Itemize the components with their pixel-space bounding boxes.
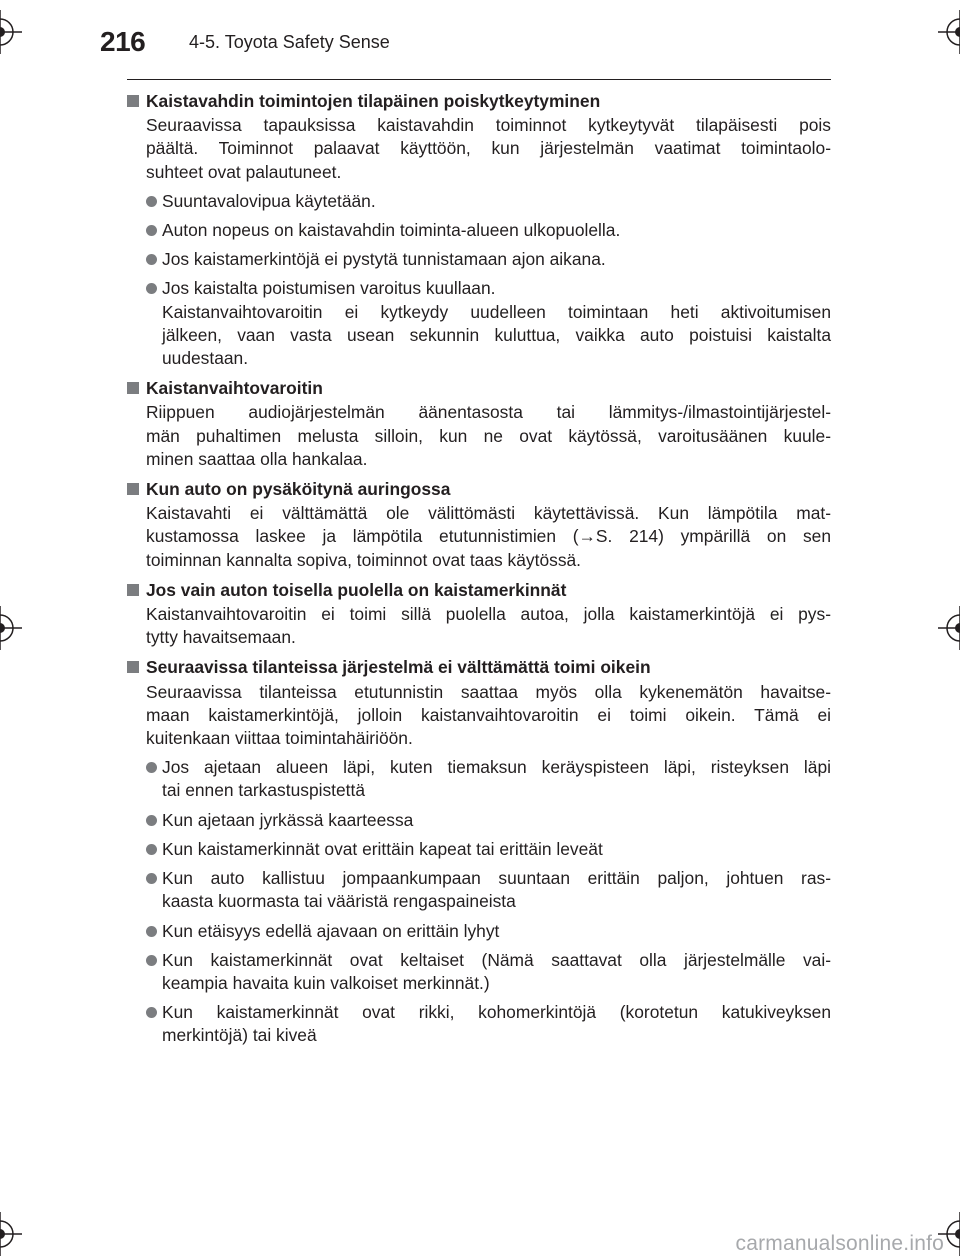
- square-bullet-icon: [127, 95, 139, 107]
- list-item: [127, 219, 831, 242]
- list-item-line: kaasta kuormasta tai vääristä rengaspaineista: [162, 891, 516, 912]
- list-item: [127, 1001, 831, 1047]
- list-item: [127, 920, 831, 943]
- registration-mark-icon: [938, 606, 960, 650]
- header-divider: [127, 79, 831, 80]
- registration-mark-icon: [0, 606, 22, 650]
- section-heading: [127, 90, 831, 113]
- list-item: [127, 248, 831, 271]
- paragraph-line: kustamossa laskee ja lämpötila etutunnistimien (→S. 214) ympärillä on sen: [146, 526, 831, 547]
- round-bullet-icon: [146, 225, 157, 236]
- registration-mark-icon: [0, 10, 22, 54]
- paragraph-line: tytty havaitsemaan.: [146, 627, 296, 648]
- section-title: 4-5. Toyota Safety Sense: [189, 32, 390, 52]
- list-item-line: Kun kaistamerkinnät ovat rikki, kohomerkintöjä (korotetun katukiveyksen: [162, 1002, 831, 1023]
- section-heading: [127, 656, 831, 679]
- square-bullet-icon: [127, 661, 139, 673]
- square-bullet-icon: [127, 584, 139, 596]
- list-item-line: merkintöjä) tai kiveä: [162, 1025, 317, 1046]
- list-item-line: Jos kaistamerkintöjä ei pystytä tunnistamaan ajon aikana.: [162, 249, 606, 270]
- round-bullet-icon: [146, 926, 157, 937]
- list-item: [127, 756, 831, 802]
- list-item-line: keampia havaita kuin valkoiset merkinnät.): [162, 972, 490, 993]
- round-bullet-icon: [146, 815, 157, 826]
- registration-mark-icon: [0, 1212, 22, 1256]
- section-paragraph: [127, 114, 831, 184]
- list-item-line: Kun auto kallistuu jompaankumpaan suuntaan erittäin paljon, johtuen ras-: [162, 868, 831, 889]
- list-item-line: Auton nopeus on kaistavahdin toiminta-alueen ulkopuolella.: [162, 220, 621, 241]
- section-heading: [127, 478, 831, 501]
- round-bullet-icon: [146, 955, 157, 966]
- list-item-line: Jos ajetaan alueen läpi, kuten tiemaksun keräyspisteen läpi, risteyksen läpi: [162, 757, 831, 778]
- paragraph-line: maan kaistamerkintöjä, jolloin kaistanvaihtovaroitin ei toimi oikein. Tämä ei: [146, 704, 831, 725]
- page-number: 216: [100, 26, 146, 57]
- round-bullet-icon: [146, 283, 157, 294]
- paragraph-line: Kaistanvaihtovaroitin ei toimi sillä puolella autoa, jolla kaistamerkintöjä ei pys-: [146, 604, 831, 625]
- list-item-line: Jos kaistalta poistumisen varoitus kuullaan.: [162, 278, 496, 299]
- list-item-line: Kun etäisyys edellä ajavaan on erittäin lyhyt: [162, 920, 500, 941]
- round-bullet-icon: [146, 873, 157, 884]
- list-item-line: Kun kaistamerkinnät ovat erittäin kapeat tai erittäin leveät: [162, 838, 603, 859]
- round-bullet-icon: [146, 762, 157, 773]
- document-body: [127, 90, 831, 1054]
- section-heading: [127, 377, 831, 400]
- paragraph-line: suhteet ovat palautuneet.: [146, 161, 342, 182]
- section-heading-text: Kaistanvaihtovaroitin: [146, 378, 323, 399]
- section-paragraph: [127, 502, 831, 572]
- list-item-line: Kaistanvaihtovaroitin ei kytkeydy uudelleen toimintaan heti aktivoitumisen: [162, 301, 831, 322]
- list-item: [127, 277, 831, 370]
- section-heading: [127, 579, 831, 602]
- section-heading-text: Kun auto on pysäköitynä auringossa: [146, 479, 451, 500]
- list-item: [127, 190, 831, 213]
- paragraph-line: Riippuen audiojärjestelmän äänentasosta tai lämmitys-/ilmastointijärjestel-: [146, 402, 831, 423]
- list-item: [127, 949, 831, 995]
- watermark: carmanualsonline.info: [735, 1232, 944, 1255]
- registration-mark-icon: [938, 10, 960, 54]
- list-item-line: jälkeen, vaan vasta usean sekunnin kuluttua, vaikka auto poistuisi kaistalta: [162, 324, 831, 345]
- square-bullet-icon: [127, 382, 139, 394]
- list-item-line: Suuntavalovipua käytetään.: [162, 190, 376, 211]
- section-heading-text: Seuraavissa tilanteissa järjestelmä ei välttämättä toimi oikein: [146, 657, 651, 678]
- paragraph-line: minen saattaa olla hankalaa.: [146, 448, 368, 469]
- section-heading-text: Jos vain auton toisella puolella on kaistamerkinnät: [146, 579, 567, 600]
- section-paragraph: [127, 681, 831, 751]
- paragraph-line: Seuraavissa tilanteissa etutunnistin saattaa myös olla kykenemätön havaitse-: [146, 681, 831, 702]
- paragraph-line: Seuraavissa tapauksissa kaistavahdin toiminnot kytkeytyvät tilapäisesti pois: [146, 115, 831, 136]
- list-item-line: Kun kaistamerkinnät ovat keltaiset (Nämä saattavat olla järjestelmälle vai-: [162, 949, 831, 970]
- round-bullet-icon: [146, 196, 157, 207]
- list-item: [127, 809, 831, 832]
- list-item-line: Kun ajetaan jyrkässä kaarteessa: [162, 809, 414, 830]
- section-paragraph: [127, 401, 831, 471]
- square-bullet-icon: [127, 483, 139, 495]
- paragraph-line: päältä. Toiminnot palaavat käyttöön, kun järjestelmän vaatimat toimintaolo-: [146, 138, 831, 159]
- list-item: [127, 838, 831, 861]
- section-paragraph: [127, 603, 831, 649]
- paragraph-line: män puhaltimen melusta silloin, kun ne ovat käytössä, varoitusäänen kuule-: [146, 425, 831, 446]
- round-bullet-icon: [146, 1007, 157, 1018]
- round-bullet-icon: [146, 844, 157, 855]
- list-item-line: uudestaan.: [162, 348, 249, 369]
- paragraph-line: toiminnan kannalta sopiva, toiminnot ovat taas käytössä.: [146, 549, 582, 570]
- section-heading-text: Kaistavahdin toimintojen tilapäinen poiskytkeytyminen: [146, 91, 601, 111]
- round-bullet-icon: [146, 254, 157, 265]
- list-item: [127, 867, 831, 913]
- paragraph-line: kuitenkaan viittaa toimintahäiriöön.: [146, 728, 413, 749]
- list-item-line: tai ennen tarkastuspistettä: [162, 780, 366, 801]
- paragraph-line: Kaistavahti ei välttämättä ole välittömästi käytettävissä. Kun lämpötila mat-: [146, 503, 831, 524]
